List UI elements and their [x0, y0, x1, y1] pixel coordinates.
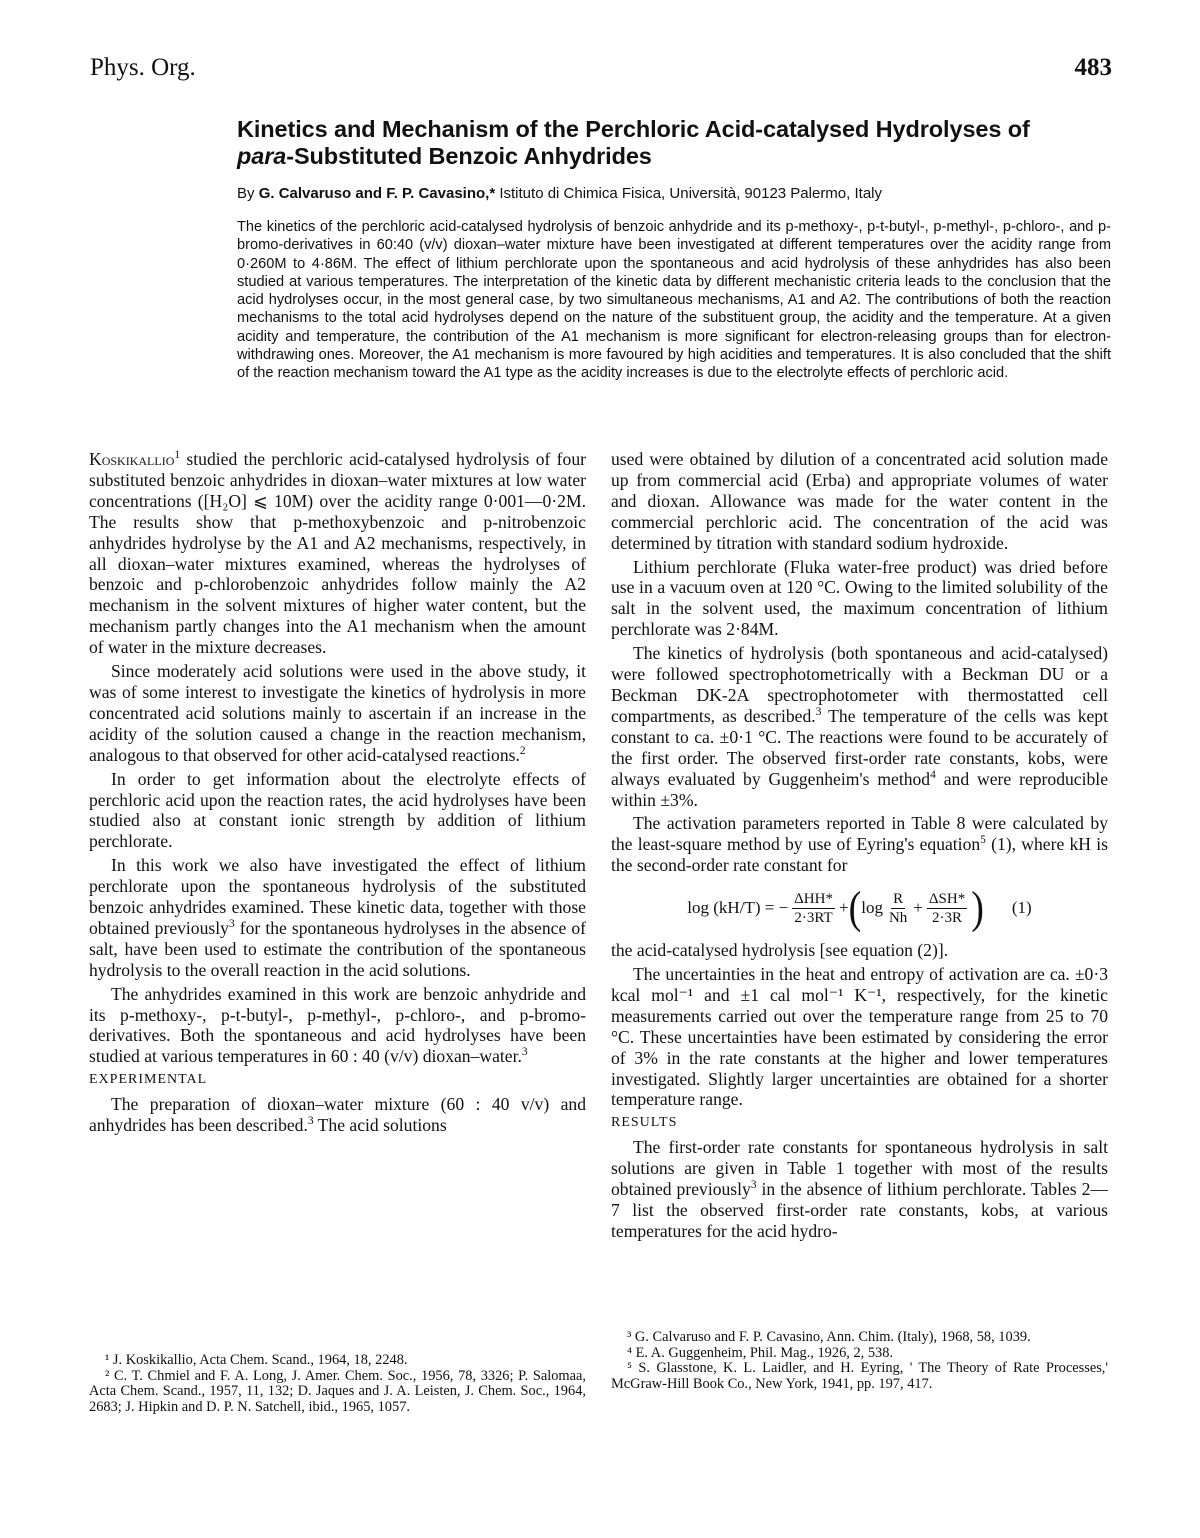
equation-number: (1): [1011, 897, 1032, 917]
paragraph-text: In order to get information about the electrolyte effects of perchloric acid upon the reaction rates, the acid hydrolyses have been studied also at constant ionic strength by addition of lithium perchlorate.: [89, 768, 586, 852]
affiliation: Istituto di Chimica Fisica, Università, 90123 Palermo, Italy: [499, 185, 882, 202]
reference-mark: 3: [750, 1179, 757, 1192]
paragraph-text: The activation parameters reported in Table 8 were calculated by the least-square method by use of Eyring's equation: [611, 813, 1108, 855]
fraction-denominator: Nh: [888, 909, 908, 926]
equation-plus: +: [838, 897, 849, 917]
running-head: Phys. Org.: [90, 54, 196, 81]
paragraph: [89, 984, 586, 1068]
paragraph: [89, 855, 586, 980]
paragraph: [89, 449, 586, 658]
paragraph-text: Lithium perchlorate (Fluka water-free product) was dried before use in a vacuum oven at 120 °C. Owing to the limited solubility of the salt in the solvent used, the maximum concentration of lithium perchlorate was 2·84M.: [611, 556, 1108, 640]
paragraph-text: Since moderately acid solutions were used in the above study, it was of some interest to investigate the kinetics of hydrolysis in more concentrated acid solutions mainly to ascertain if an increase in the acidity of the solution caused a change in the reaction mechanism, analogous to that observed for other acid-catalysed reactions.: [89, 661, 586, 765]
paragraph-text: The uncertainties in the heat and entropy of activation are ca. ±0·3 kcal mol⁻¹ and ±1 cal mol⁻¹ K⁻¹, respectively, for the kinetic measurements carried out over the temperature range from 25 to 70 °C. These uncertainties have been estimated by considering the error of 3% in the rate constants at the higher and lower temperatures investigated. Slightly larger uncertainties are obtained for a shorter temperature range.: [611, 964, 1108, 1110]
reference-mark: 3: [815, 706, 822, 719]
paragraph: [611, 964, 1108, 1110]
footnotes-left: [89, 1353, 586, 1415]
footnote: ² C. T. Chmiel and F. A. Long, J. Amer. Chem. Soc., 1956, 78, 3326; P. Salomaa, Acta Chem. Scand., 1957, 11, 132; D. Jaques and J. A. Leisten, J. Chem. Soc., 1964, 2683; J. Hipkin and D. P. N. Satchell, ibid., 1965, 1057.: [89, 1367, 586, 1415]
paragraph-text: and were reproducible within ±3%.: [611, 768, 1109, 810]
fraction-numerator: R: [893, 890, 904, 907]
paragraph-text: (1), where kH is the second-order rate constant for: [611, 834, 1108, 876]
footnotes-right: [611, 1330, 1108, 1392]
reference-mark: 3: [307, 1115, 314, 1128]
fraction-numerator: ΔHH*: [794, 890, 833, 907]
paragraph-text: the acid-catalysed hydrolysis [see equation (2)].: [611, 940, 949, 961]
right-parenthesis: ): [971, 882, 984, 934]
paragraph-text: in the absence of lithium perchlorate. Tables 2—7 list the observed first-order rate constants, kobs, at various temperatures for the acid hydro-: [611, 1179, 1108, 1241]
article-title: [237, 116, 1117, 170]
fraction-numerator: ΔSH*: [928, 890, 966, 907]
reference-mark: 3: [228, 918, 235, 931]
paragraph-text: for the spontaneous hydrolyses in the absence of salt, have been used to estimate the contribution of the spontaneous hydrolysis to the overall reaction in the acid solutions.: [89, 917, 586, 980]
paragraph: [611, 557, 1108, 641]
equation-fraction-entropy: [927, 890, 967, 927]
paragraph-text: The first-order rate constants for spontaneous hydrolysis in salt solutions are given in Table 1 together with most of the results obtained previously: [611, 1137, 1108, 1200]
reference-mark: 4: [930, 768, 936, 781]
equation-fraction-constants: [887, 890, 909, 927]
reference-mark: 5: [980, 834, 986, 847]
paragraph: [89, 769, 586, 853]
left-parenthesis: (: [848, 882, 862, 934]
paragraph: [611, 1137, 1108, 1242]
equation-fraction-enthalpy: [792, 890, 835, 927]
paragraph-text: used were obtained by dilution of a concentrated acid solution made up from commercial acid (Erba) and appropriate volumes of water and dioxan. Allowance was made for the water content in the commercial perchloric acid. The concentration of the acid was determined by titration with standard sodium hydroxide.: [611, 449, 1108, 553]
byline: [237, 185, 1117, 202]
equation-plus: +: [913, 897, 923, 917]
paragraph-text: The temperature of the cells was kept constant to ca. ±0·1 °C. The reactions were found to be accurately of the first order. The observed first-order rate constants, kobs, were always evaluated by Guggenheim's method: [611, 705, 1108, 789]
paragraph-text: studied the perchloric acid-catalysed hydrolysis of four substituted benzoic anhydrides in dioxan–water mixtures at low water concentrations ([H₂O] ⩽ 10M) over the acidity range 0·001—0·2M. The results show that p-methoxybenzoic and p-nitrobenzoic anhydrides hydrolyse by the A1 and A2 mechanisms, respectively, in all dioxan–water mixtures examined, whereas the hydrolyses of benzoic and p-chlorobenzoic anhydrides follow mainly the A2 mechanism in the solvent mixtures of higher water content, but the mechanism partly changes into the A1 mechanism when the amount of water in the mixture decreases.: [89, 449, 586, 658]
equation-log: log: [861, 897, 883, 917]
footnote: ¹ J. Koskikallio, Acta Chem. Scand., 1964, 18, 2248.: [105, 1352, 408, 1368]
paragraph: [611, 643, 1108, 810]
reference-mark: 1: [174, 449, 181, 462]
left-column: [89, 449, 586, 1136]
eyring-equation: [611, 882, 1108, 934]
paragraph-text: In this work we also have investigated the effect of lithium perchlorate upon the spontaneous hydrolysis of the substituted benzoic anhydrides examined. These kinetic data, together with those obtained previously: [89, 855, 586, 938]
section-heading-results: RESULTS: [611, 1115, 678, 1131]
footnote: ⁴ E. A. Guggenheim, Phil. Mag., 1926, 2, 538.: [627, 1344, 894, 1361]
fraction-denominator: 2·3RT: [794, 909, 833, 926]
footnote: ⁵ S. Glasstone, K. L. Laidler, and H. Eyring, ' The Theory of Rate Processes,' McGraw-Hill Book Co., New York, 1941, pp. 197, 417.: [611, 1360, 1108, 1392]
reference-mark: 2: [519, 744, 526, 757]
authors: G. Calvaruso and F. P. Cavasino,*: [258, 185, 496, 202]
page-number: 483: [1074, 54, 1112, 81]
paragraph-text: The anhydrides examined in this work are benzoic anhydride and its p-methoxy-, p-t-butyl-, p-methyl-, p-chloro-, and p-bromo-derivatives. Both the spontaneous and acid hydrolyses have been studied at various temperatures in 60 : 40 (v/v) dioxan–water.: [89, 983, 586, 1067]
paragraph-text: The kinetics of hydrolysis (both spontaneous and acid-catalysed) were followed spectrophotometrically with a Beckman DU or a Beckman DK-2A spectrophotometer with thermostatted cell compartments, as described.: [611, 643, 1108, 726]
paragraph-text: The acid solutions: [313, 1115, 447, 1136]
footnote: ³ G. Calvaruso and F. P. Cavasino, Ann. Chim. (Italy), 1968, 58, 1039.: [627, 1329, 1031, 1345]
byline-prefix: By: [237, 185, 255, 202]
reference-mark: 3: [521, 1046, 528, 1059]
paragraph: [89, 1094, 586, 1136]
paragraph: [89, 661, 586, 766]
paragraph: [611, 940, 1108, 961]
fraction-denominator: 2·3R: [932, 909, 963, 926]
section-heading-experimental: EXPERIMENTAL: [89, 1072, 208, 1088]
cited-author: Koskikallio: [89, 449, 175, 469]
title-line-2: -Substituted Benzoic Anhydrides: [286, 143, 652, 169]
paragraph: [611, 813, 1108, 876]
title-italic-prefix: para: [237, 143, 287, 169]
right-column: [611, 449, 1108, 1242]
title-line-1: Kinetics and Mechanism of the Perchloric Acid-catalysed Hydrolyses of: [237, 116, 1030, 142]
paragraph: [611, 449, 1108, 554]
abstract: The kinetics of the perchloric acid-catalysed hydrolysis of benzoic anhydride and its p-methoxy-, p-t-butyl-, p-methyl-, p-chloro-, and p-bromo-derivatives in 60:40 (v/v) dioxan–water mixture have been investigated at different temperatures over the acidity range from 0·260M to 4·86M. The effect of lithium perchlorate upon the spontaneous and acid hydrolysis of these anhydrides has also been studied at various temperatures. The interpretation of the kinetic data by different mechanistic criteria leads to the conclusion that the acid hydrolyses occur, in the most general case, by two simultaneous mechanisms, A1 and A2. The contributions of both the reaction mechanisms to the total acid hydrolyses depend on the nature of the substituent group, the acidity and the temperature. At a given acidity and temperature, the contribution of the A1 mechanism is more significant for electron-releasing groups than for electron-withdrawing ones. Moreover, the A1 mechanism is more favoured by high acidities and temperatures. It is also concluded that the shift of the reaction mechanism toward the A1 type as the acidity increases is due to the electrolyte effects of perchloric acid.: [237, 219, 1111, 382]
paragraph-text: The preparation of dioxan–water mixture (60 : 40 v/v) and anhydrides has been described.: [89, 1094, 586, 1136]
equation-lhs: log (kH/T) = −: [687, 897, 789, 917]
